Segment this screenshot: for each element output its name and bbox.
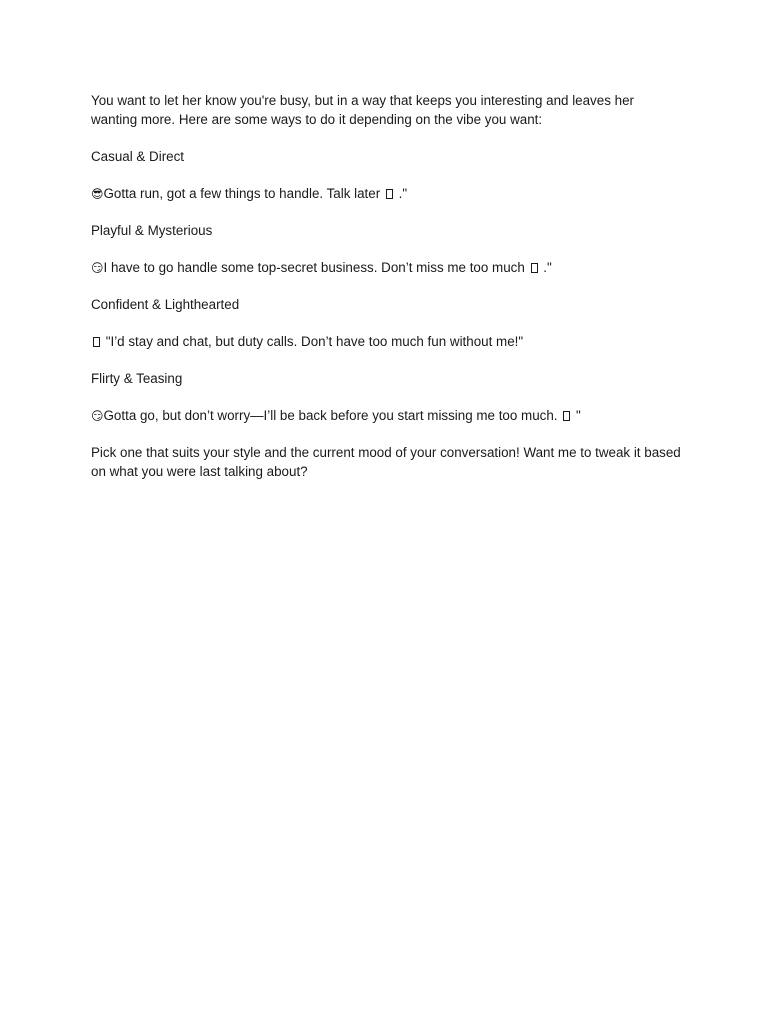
intro-paragraph: You want to let her know you're busy, but in a way that keeps you interesting and leaves her wanting more. Here are some ways to do it depending on the vibe you want: [91, 93, 634, 127]
message-playful [91, 258, 681, 277]
smiling-face-sunglasses-icon: 😎 [91, 187, 104, 201]
smirking-face-icon: 😏 [91, 261, 104, 275]
message-tail: ." [394, 186, 408, 201]
document-body [91, 91, 681, 499]
message-casual [91, 184, 681, 203]
missing-glyph-icon [531, 263, 538, 273]
section-heading-flirty: Flirty & Teasing [91, 371, 183, 386]
smirking-face-icon: 😏 [91, 409, 104, 423]
section-heading-playful: Playful & Mysterious [91, 223, 213, 238]
section-heading-confident: Confident & Lighthearted [91, 297, 240, 312]
message-text: "I’d stay and chat, but duty calls. Don’t have too much fun without me!" [102, 334, 524, 349]
message-text: I have to go handle some top-secret business. Don’t miss me too much [103, 260, 525, 275]
missing-glyph-icon [386, 189, 393, 199]
message-tail: " [572, 408, 581, 423]
message-text: Gotta go, but don’t worry—I’ll be back before you start missing me too much. [103, 408, 558, 423]
missing-glyph-icon [93, 337, 100, 347]
message-tail: ." [539, 260, 552, 275]
message-flirty [91, 406, 681, 425]
missing-glyph-icon [563, 411, 570, 421]
closing-paragraph: Pick one that suits your style and the current mood of your conversation! Want me to tweak it based on what you were last talking about? [91, 445, 681, 479]
message-confident [91, 332, 681, 351]
section-heading-casual: Casual & Direct [91, 149, 185, 164]
message-text: Gotta run, got a few things to handle. Talk later [103, 186, 381, 201]
